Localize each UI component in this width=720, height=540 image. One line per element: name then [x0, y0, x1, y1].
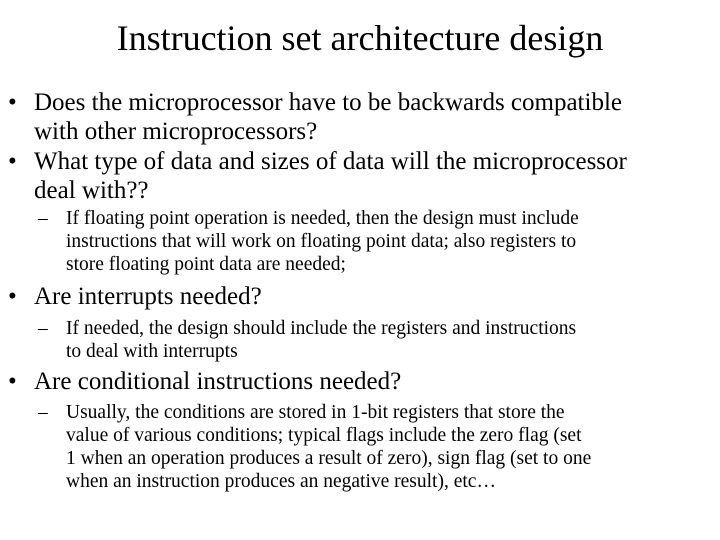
- sub-bullet-text-line: to deal with interrupts: [66, 341, 238, 362]
- dash-marker: –: [38, 208, 48, 229]
- bullet-text-line: Are interrupts needed?: [34, 283, 262, 310]
- bullet-text-line: Does the microprocessor have to be backwards compatible: [34, 89, 622, 116]
- sub-bullet-text-line: 1 when an operation produces a result of zero), sign flag (set to one: [66, 448, 592, 469]
- sub-bullet-text-line: Usually, the conditions are stored in 1-bit registers that store the: [66, 402, 565, 423]
- dash-marker: –: [38, 318, 48, 339]
- sub-bullet-text-line: store floating point data are needed;: [66, 254, 346, 275]
- bullet-text-line: with other microprocessors?: [34, 118, 318, 145]
- sub-bullet-text-line: If needed, the design should include the registers and instructions: [66, 318, 577, 339]
- sub-bullet-text-line: value of various conditions; typical flags include the zero flag (set: [66, 425, 582, 446]
- sub-bullet-text-line: instructions that will work on floating point data; also registers to: [66, 231, 577, 252]
- sub-bullet-text-line: when an instruction produces an negative result), etc…: [66, 471, 496, 492]
- bullet-marker: •: [8, 148, 17, 175]
- bullet-marker: •: [8, 89, 17, 116]
- bullet-text-line: Are conditional instructions needed?: [34, 368, 402, 395]
- dash-marker: –: [38, 402, 48, 423]
- slide-title: Instruction set architecture design: [116, 18, 604, 58]
- sub-bullet-text-line: If floating point operation is needed, then the design must include: [66, 208, 579, 229]
- bullet-text-line: What type of data and sizes of data will the microprocessor: [34, 148, 627, 175]
- bullet-marker: •: [8, 283, 17, 310]
- bullet-text-line: deal with??: [34, 177, 149, 204]
- bullet-marker: •: [8, 368, 17, 395]
